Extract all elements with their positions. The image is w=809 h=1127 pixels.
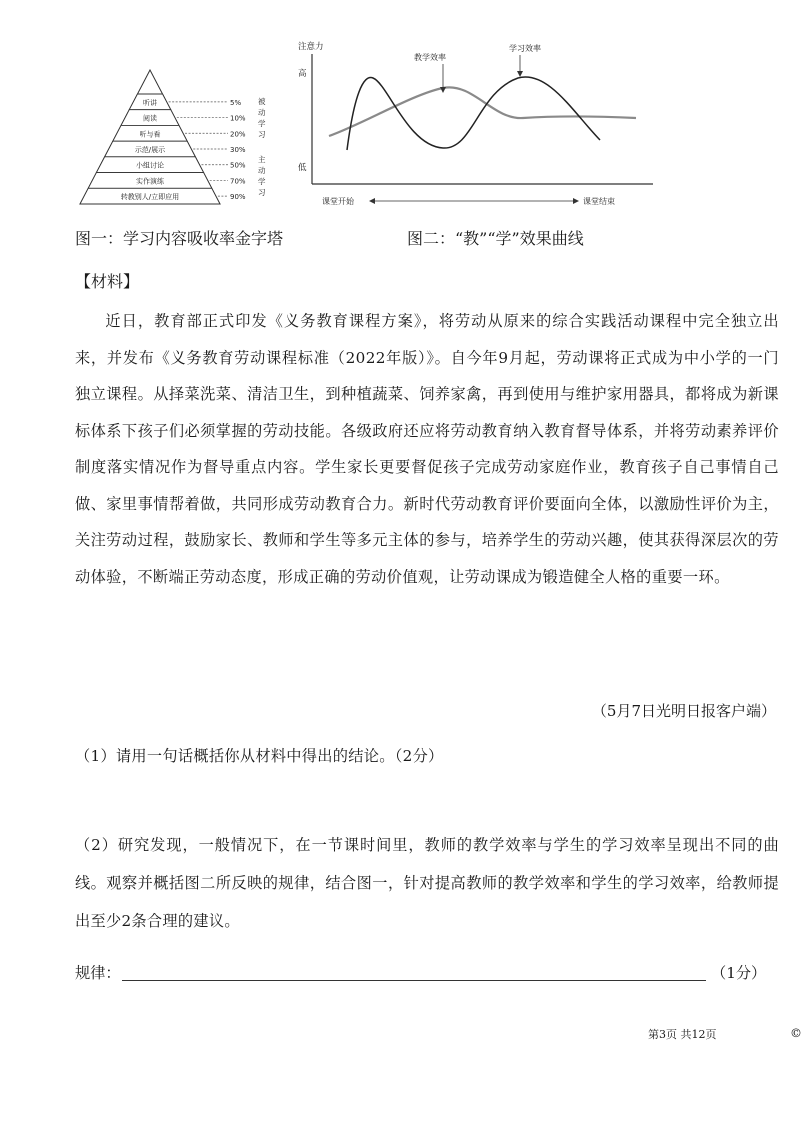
- teaching-efficiency-label: 教学效率: [414, 53, 446, 62]
- pyramid-layer-label: 小组讨论: [136, 161, 164, 170]
- pyramid-percent-label: 30%: [230, 146, 246, 154]
- question-1: （1）请用一句话概括你从材料中得出的结论。（2分）: [75, 747, 444, 765]
- efficiency-curve-figure: [288, 36, 658, 216]
- pyramid-layers: [80, 70, 246, 204]
- rule-label: 规律：: [75, 964, 121, 982]
- rule-answer-blank[interactable]: [122, 980, 706, 981]
- teaching-pointer-arrow: [440, 87, 446, 93]
- pyramid-percent-label: 5%: [230, 98, 242, 107]
- pyramid-percent-label: 70%: [230, 177, 246, 186]
- pyramid-percent-label: 90%: [230, 193, 246, 202]
- y-axis-title: 注意力: [298, 42, 324, 52]
- pyramid-layer-label: 听讲: [143, 98, 157, 107]
- pyramid-percent-label: 20%: [230, 130, 246, 139]
- page-number-footer: 第3页 共12页: [648, 1028, 717, 1041]
- learning-efficiency-label: 学习效率: [509, 44, 541, 53]
- figure-2-caption: 图二：“教”“学”效果曲线: [407, 229, 584, 248]
- material-heading: 【材料】: [75, 272, 140, 291]
- curve-axes: [312, 54, 653, 184]
- learning-pyramid-figure: [78, 64, 288, 214]
- y-axis-high-label: 高: [298, 69, 307, 79]
- teaching-efficiency-curve: [347, 77, 600, 150]
- time-arrow-left-head: [369, 198, 375, 204]
- figure-1-caption: 图一：学习内容吸收率金字塔: [75, 229, 284, 248]
- passive-learning-label: 被动学习: [258, 97, 266, 139]
- pyramid-layer-label: 示范/展示: [134, 146, 166, 154]
- pyramid-percent-label: 50%: [230, 161, 246, 170]
- pyramid-percent-label: 10%: [230, 114, 246, 123]
- x-axis-end-label: 课堂结束: [583, 197, 615, 206]
- material-body: 近日，教育部正式印发《义务教育课程方案》，将劳动从原来的综合实践活动课程中完全独立出来，并发布《义务教育劳动课程标准（2022年版）》。自今年9月起，劳动课将正式成为中小学的一门独立课程。从择菜洗菜、清洁卫生，到种植蔬菜、饲养家禽，再到使用与维护家用器具，都将成为新课标体系下孩子们必须掌握的劳动技能。各级政府还应将劳动教育纳入教育督导体系，并将劳动素养评价制度落实情况作为督导重点内容。学生家长更要督促孩子完成劳动家庭作业，教育孩子自己事情自己做、家里事情帮着做，共同形成劳动教育合力。新时代劳动教育评价要面向全体，以激励性评价为主，关注劳动过程，鼓励家长、教师和学生等多元主体的参与，培养学生的劳动兴趣，使其获得深层次的劳动体验，不断端正劳动态度，形成正确的劳动价值观，让劳动课成为锻造健全人格的重要一环。: [75, 312, 779, 586]
- copyright-mark: ©: [790, 1026, 802, 1040]
- pyramid-layer-label: 阅读: [143, 114, 157, 123]
- learning-pointer-arrow: [517, 71, 523, 77]
- question-2: （2）研究发现，一般情况下，在一节课时间里，教师的教学效率与学生的学习效率呈现出不同的曲线。观察并概括图二所反映的规律，结合图一，针对提高教师的教学效率和学生的学习效率，给教师提出至少2条合理的建议。: [75, 836, 779, 930]
- pyramid-group-labels: [258, 96, 266, 197]
- pyramid-layer-label: 转教别人/立即应用: [120, 193, 180, 202]
- pyramid-layer-label: 实作演练: [136, 177, 164, 186]
- x-axis-start-label: 课堂开始: [322, 197, 354, 206]
- time-arrow-right-head: [573, 198, 579, 204]
- material-source: （5月7日光明日报客户端）: [591, 702, 776, 720]
- active-learning-label: 主动学习: [258, 155, 266, 197]
- rule-answer-row: [75, 962, 765, 984]
- y-axis-low-label: 低: [298, 163, 307, 173]
- pyramid-layer-label: 听与看: [139, 130, 161, 139]
- rule-score: （1分）: [711, 964, 767, 982]
